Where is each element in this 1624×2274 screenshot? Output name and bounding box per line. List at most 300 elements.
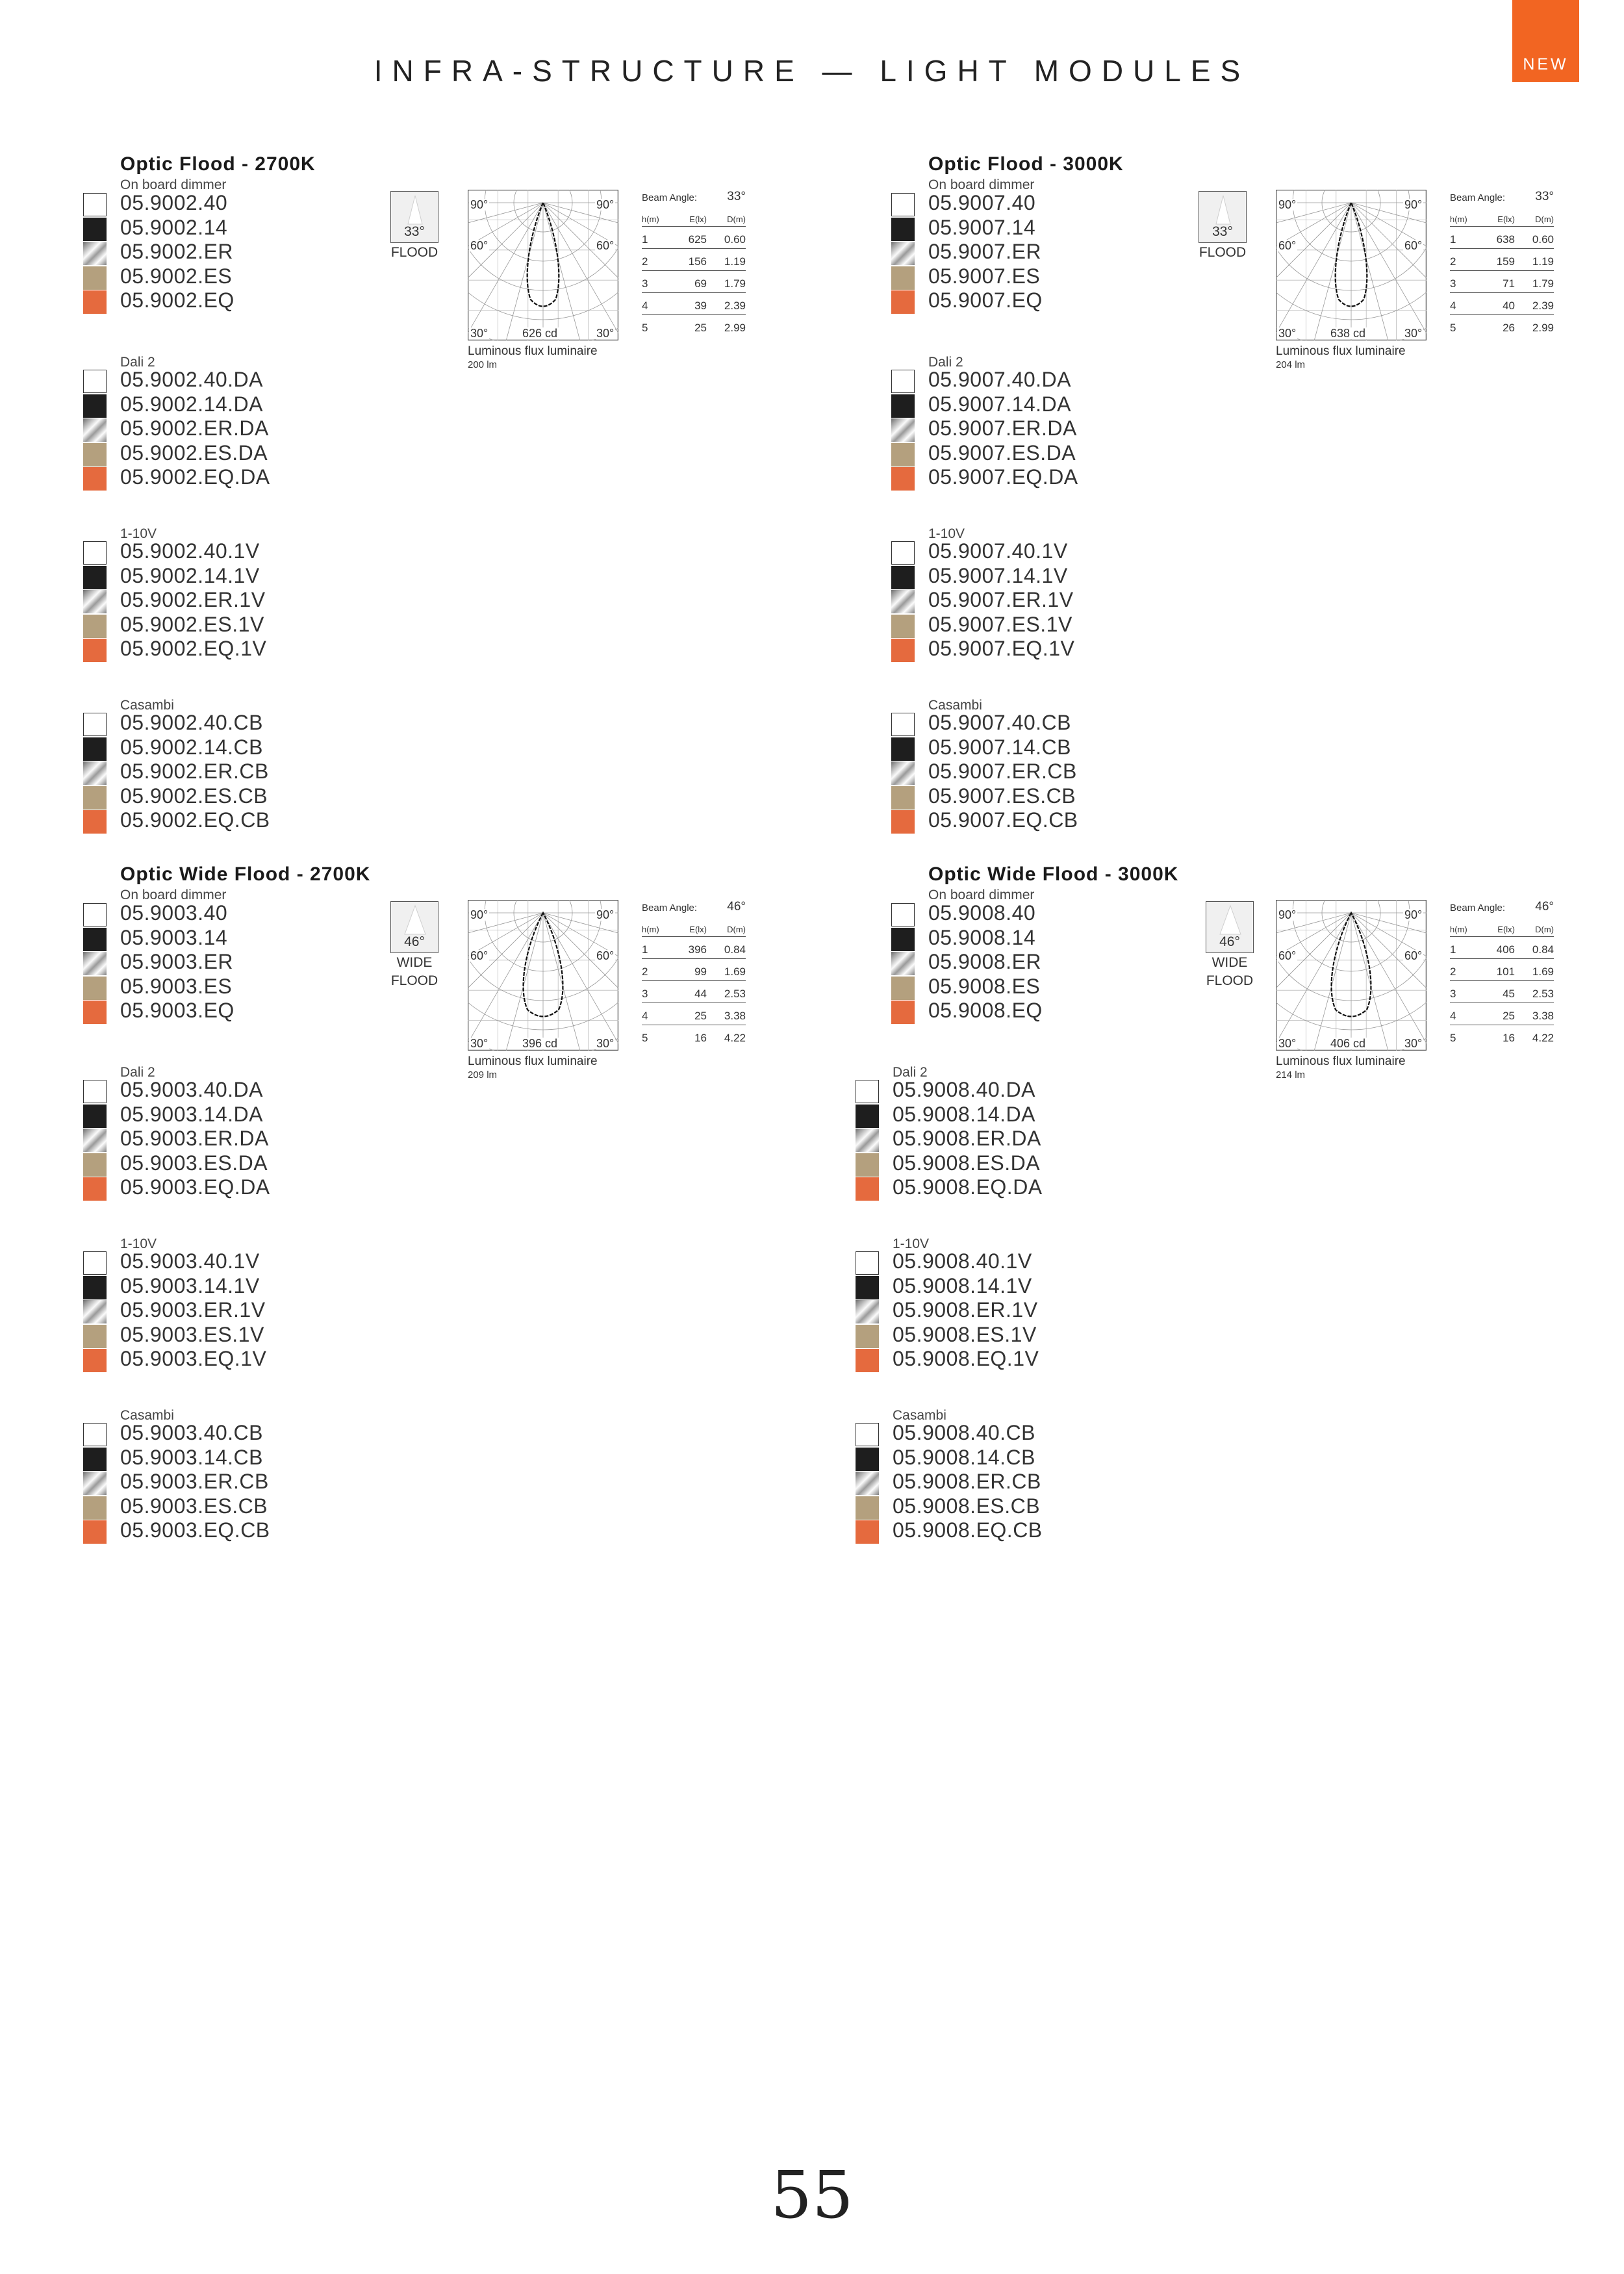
code-row (891, 613, 1151, 637)
code-row (83, 735, 343, 760)
polar-angle-label: 60° (470, 949, 488, 962)
code-row (856, 1421, 1115, 1446)
finish-swatch-sand (83, 615, 107, 638)
control-group-label: 1-10V (928, 526, 965, 541)
product-code: 05.9007.EQ.1V (928, 637, 1075, 660)
beam-angle-label: 46° (404, 934, 425, 949)
product-code: 05.9007.14.1V (928, 563, 1068, 587)
product-code: 05.9002.ER.CB (120, 760, 269, 783)
table-cell: 0.84 (1532, 943, 1554, 956)
code-row (83, 1323, 343, 1348)
product-code: 05.9007.ES (928, 264, 1041, 288)
beam-angle-label: 33° (404, 224, 425, 239)
beam-cone-icon (1199, 191, 1247, 243)
table-row (1450, 937, 1554, 959)
product-code: 05.9008.EQ.1V (893, 1347, 1039, 1370)
polar-angle-label: 30° (1404, 327, 1423, 340)
beam-table-columns (642, 207, 746, 227)
product-code: 05.9002.EQ (120, 288, 235, 312)
code-row (83, 1274, 343, 1299)
code-row (891, 288, 1151, 313)
product-code: 05.9003.EQ.1V (120, 1347, 267, 1370)
beam-name-line: FLOOD (1199, 245, 1247, 260)
code-row (83, 1127, 343, 1151)
product-code: 05.9008.EQ (928, 999, 1043, 1022)
code-row (891, 392, 1151, 417)
product-code: 05.9007.EQ (928, 288, 1043, 312)
table-cell: 44 (694, 988, 707, 1000)
luminous-flux (468, 1054, 650, 1082)
product-code: 05.9002.14 (120, 215, 228, 239)
luminous-flux (1276, 344, 1458, 372)
polar-angle-label: 90° (470, 198, 488, 211)
finish-swatch-white (83, 1251, 107, 1275)
control-group-label: 1-10V (120, 1236, 157, 1251)
code-row (891, 368, 1151, 392)
finish-swatch-orange (891, 290, 915, 314)
code-list (83, 901, 343, 1023)
code-row (83, 465, 343, 490)
product-code: 05.9007.ER (928, 240, 1042, 263)
finish-swatch-black (891, 566, 915, 589)
code-row (83, 1103, 343, 1127)
code-row (83, 901, 343, 926)
finish-swatch-chrome (856, 1300, 879, 1323)
column-header: h(m) (642, 214, 659, 224)
code-row (856, 1103, 1115, 1127)
product-code: 05.9003.ER.DA (120, 1127, 269, 1150)
code-row (83, 216, 343, 240)
table-cell: 4 (1450, 300, 1456, 312)
product-code: 05.9002.14.1V (120, 563, 260, 587)
finish-swatch-chrome (891, 952, 915, 975)
code-row (891, 416, 1151, 441)
code-row (83, 1421, 343, 1446)
code-list (891, 711, 1151, 833)
table-cell: 0.84 (724, 943, 746, 956)
code-row (891, 901, 1151, 926)
table-cell: 2.99 (724, 322, 746, 334)
finish-swatch-chrome (83, 418, 107, 442)
control-group-label: On board dimmer (928, 177, 1035, 192)
finish-swatch-orange (856, 1520, 879, 1544)
table-row (1450, 1003, 1554, 1025)
beam-angle-value: 33° (1535, 190, 1554, 203)
table-cell: 1 (642, 233, 648, 246)
finish-swatch-black (83, 566, 107, 589)
table-cell: 45 (1503, 988, 1515, 1000)
code-row (83, 564, 343, 589)
table-cell: 2 (1450, 965, 1456, 978)
control-group-label: Casambi (928, 698, 982, 713)
code-row (83, 1470, 343, 1494)
beam-name-line: FLOOD (390, 245, 438, 260)
table-cell: 3.38 (1532, 1010, 1554, 1022)
code-row (83, 784, 343, 809)
polar-diagram (468, 900, 618, 1051)
product-code: 05.9003.14 (120, 925, 228, 949)
beam-angle-caption: Beam Angle: (1450, 902, 1506, 913)
code-row (891, 808, 1151, 833)
finish-swatch-sand (891, 786, 915, 810)
product-code: 05.9007.ES.DA (928, 441, 1076, 465)
finish-swatch-black (891, 218, 915, 241)
finish-swatch-sand (83, 443, 107, 466)
code-row (891, 760, 1151, 784)
product-code: 05.9002.40.CB (120, 711, 263, 734)
polar-angle-label: 90° (1278, 908, 1297, 921)
code-row (83, 416, 343, 441)
product-code: 05.9007.ES.CB (928, 784, 1076, 808)
finish-swatch-black (83, 218, 107, 241)
table-row (642, 249, 746, 271)
product-code: 05.9003.EQ (120, 999, 235, 1022)
polar-angle-label: 90° (1404, 908, 1423, 921)
beam-table-columns (642, 917, 746, 937)
code-list (83, 1249, 343, 1372)
column-header: D(m) (1535, 925, 1554, 934)
table-row (642, 981, 746, 1003)
product-code: 05.9003.14.DA (120, 1102, 263, 1126)
table-cell: 1 (1450, 233, 1456, 246)
control-group-label: Casambi (120, 698, 174, 713)
code-list (83, 368, 343, 490)
code-row (856, 1323, 1115, 1348)
code-row (83, 1298, 343, 1323)
luminous-flux (468, 344, 650, 372)
table-cell: 2.99 (1532, 322, 1554, 334)
peak-intensity-label: 396 cd (522, 1037, 558, 1050)
control-group-label: Casambi (893, 1408, 946, 1423)
code-row (891, 441, 1151, 466)
code-row (891, 465, 1151, 490)
code-row (891, 784, 1151, 809)
table-cell: 39 (694, 300, 707, 312)
finish-swatch-black (856, 1105, 879, 1128)
beam-angle-value: 46° (1535, 900, 1554, 913)
code-row (83, 760, 343, 784)
finish-swatch-white (83, 370, 107, 393)
table-row (1450, 315, 1554, 337)
beam-angle-value: 33° (727, 190, 746, 203)
code-row (891, 926, 1151, 951)
table-row (1450, 249, 1554, 271)
product-code: 05.9007.EQ.DA (928, 465, 1078, 489)
product-code: 05.9002.ES.CB (120, 784, 268, 808)
finish-swatch-sand (83, 786, 107, 810)
table-row (642, 293, 746, 315)
control-group-label: Dali 2 (893, 1065, 928, 1080)
product-code: 05.9002.EQ.DA (120, 465, 270, 489)
code-row (856, 1494, 1115, 1519)
product-code: 05.9007.ER.DA (928, 416, 1077, 440)
finish-swatch-chrome (83, 1300, 107, 1323)
finish-swatch-sand (891, 615, 915, 638)
product-code: 05.9008.14.CB (893, 1445, 1035, 1469)
finish-swatch-orange (891, 639, 915, 662)
flux-label: Luminous flux luminaire (1276, 344, 1406, 358)
code-row (891, 191, 1151, 216)
table-row (642, 315, 746, 337)
code-row (83, 1151, 343, 1176)
flux-label: Luminous flux luminaire (468, 344, 598, 358)
product-code: 05.9003.ES.DA (120, 1151, 268, 1175)
table-cell: 71 (1503, 277, 1515, 290)
product-code: 05.9007.14 (928, 215, 1036, 239)
product-section (856, 863, 1570, 1546)
finish-swatch-sand (83, 977, 107, 1000)
finish-swatch-orange (856, 1177, 879, 1201)
product-code: 05.9003.ES.1V (120, 1322, 264, 1346)
finish-swatch-chrome (83, 761, 107, 785)
product-code: 05.9007.ER.CB (928, 760, 1077, 783)
product-code: 05.9007.40.DA (928, 368, 1071, 391)
code-row (83, 999, 343, 1023)
product-code: 05.9008.ES (928, 974, 1041, 998)
section-title: Optic Wide Flood - 2700K (120, 863, 371, 885)
polar-angle-label: 30° (470, 1037, 488, 1050)
code-row (83, 191, 343, 216)
code-row (856, 1127, 1115, 1151)
product-code: 05.9002.EQ.1V (120, 637, 267, 660)
finish-swatch-sand (856, 1325, 879, 1348)
control-group-label: Casambi (120, 1408, 174, 1423)
polar-angle-label: 60° (1278, 239, 1297, 252)
product-code: 05.9008.40 (928, 901, 1036, 925)
code-row (83, 808, 343, 833)
finish-swatch-white (891, 903, 915, 926)
product-code: 05.9002.ER.DA (120, 416, 269, 440)
finish-swatch-orange (83, 467, 107, 491)
beam-table-columns (1450, 207, 1554, 227)
code-row (83, 975, 343, 999)
beam-name-line: WIDE (396, 955, 433, 970)
column-header: E(lx) (1497, 925, 1515, 934)
table-row (1450, 227, 1554, 249)
finish-swatch-sand (83, 1325, 107, 1348)
table-cell: 638 (1496, 233, 1515, 246)
finish-swatch-white (856, 1423, 879, 1446)
product-code: 05.9008.ER (928, 950, 1042, 973)
product-section (891, 153, 1606, 836)
beam-cone-icon (390, 901, 438, 953)
section-title: Optic Wide Flood - 3000K (928, 863, 1179, 885)
finish-swatch-white (891, 370, 915, 393)
table-cell: 2 (1450, 255, 1456, 268)
code-row (891, 264, 1151, 289)
code-list (83, 1078, 343, 1200)
beam-icon (388, 901, 440, 988)
finish-swatch-black (856, 1448, 879, 1471)
finish-swatch-orange (83, 810, 107, 834)
finish-swatch-white (83, 903, 107, 926)
finish-swatch-white (83, 541, 107, 565)
finish-swatch-white (856, 1251, 879, 1275)
table-cell: 1.69 (724, 965, 746, 978)
table-cell: 0.60 (724, 233, 746, 246)
code-list (856, 1078, 1115, 1200)
code-row (891, 637, 1151, 661)
finish-swatch-orange (83, 639, 107, 662)
table-cell: 5 (642, 1032, 648, 1044)
table-cell: 3 (1450, 277, 1456, 290)
beam-table-header (1450, 190, 1554, 207)
table-cell: 25 (1503, 1010, 1515, 1022)
table-cell: 25 (694, 1010, 707, 1022)
table-row (642, 227, 746, 249)
code-list (856, 1421, 1115, 1543)
table-cell: 4 (642, 300, 648, 312)
finish-swatch-black (83, 1448, 107, 1471)
code-list (891, 539, 1151, 661)
product-code: 05.9003.40.DA (120, 1078, 263, 1101)
finish-swatch-orange (856, 1349, 879, 1372)
table-row (642, 1003, 746, 1025)
polar-diagram (1276, 900, 1427, 1051)
product-code: 05.9007.ER.1V (928, 588, 1074, 611)
table-row (1450, 293, 1554, 315)
beam-table (642, 190, 746, 337)
column-header: h(m) (1450, 214, 1467, 224)
polar-angle-label: 30° (1278, 327, 1297, 340)
table-cell: 3 (642, 988, 648, 1000)
code-list (856, 1249, 1115, 1372)
finish-swatch-black (891, 928, 915, 951)
table-row (1450, 959, 1554, 981)
code-row (83, 1078, 343, 1103)
product-code: 05.9008.ER.1V (893, 1298, 1038, 1322)
product-code: 05.9008.14.DA (893, 1102, 1035, 1126)
new-badge: NEW (1512, 0, 1579, 82)
finish-swatch-sand (83, 1496, 107, 1520)
section-title: Optic Flood - 3000K (928, 153, 1124, 175)
finish-swatch-chrome (891, 590, 915, 613)
finish-swatch-orange (83, 1520, 107, 1544)
product-code: 05.9003.40.CB (120, 1421, 263, 1444)
table-cell: 3 (642, 277, 648, 290)
product-code: 05.9003.40 (120, 901, 228, 925)
table-cell: 2.39 (724, 300, 746, 312)
product-code: 05.9008.ES.1V (893, 1322, 1037, 1346)
code-row (83, 368, 343, 392)
table-row (1450, 271, 1554, 293)
product-code: 05.9008.EQ.DA (893, 1175, 1043, 1199)
code-row (83, 392, 343, 417)
finish-swatch-black (83, 1276, 107, 1299)
beam-name-line: FLOOD (1206, 973, 1254, 988)
code-row (83, 1175, 343, 1200)
product-code: 05.9008.14.1V (893, 1273, 1032, 1297)
table-cell: 1.19 (724, 255, 746, 268)
code-row (83, 588, 343, 613)
finish-swatch-white (856, 1080, 879, 1103)
code-row (856, 1347, 1115, 1372)
beam-name-line: WIDE (1212, 955, 1248, 970)
code-list (891, 191, 1151, 313)
peak-intensity-label: 626 cd (522, 327, 558, 340)
beam-angle-caption: Beam Angle: (642, 902, 698, 913)
polar-angle-label: 60° (596, 949, 615, 962)
polar-angle-label: 90° (596, 198, 615, 211)
finish-swatch-black (83, 394, 107, 418)
product-code: 05.9002.40.DA (120, 368, 263, 391)
finish-swatch-white (891, 193, 915, 216)
finish-swatch-white (83, 1423, 107, 1446)
flux-value: 204 lm (1276, 359, 1306, 370)
table-cell: 4.22 (724, 1032, 746, 1044)
code-row (83, 950, 343, 975)
code-row (891, 216, 1151, 240)
code-row (891, 950, 1151, 975)
control-group-label: Dali 2 (928, 355, 963, 370)
finish-swatch-orange (83, 1177, 107, 1201)
product-code: 05.9003.ER.1V (120, 1298, 266, 1322)
code-row (891, 735, 1151, 760)
table-cell: 16 (1503, 1032, 1515, 1044)
table-cell: 1.19 (1532, 255, 1554, 268)
code-list (891, 368, 1151, 490)
finish-swatch-black (83, 928, 107, 951)
code-row (83, 264, 343, 289)
column-header: E(lx) (1497, 214, 1515, 224)
table-cell: 3.38 (724, 1010, 746, 1022)
polar-angle-label: 90° (1278, 198, 1297, 211)
code-row (83, 441, 343, 466)
finish-swatch-chrome (83, 952, 107, 975)
beam-table-header (1450, 900, 1554, 917)
finish-swatch-orange (891, 1001, 915, 1024)
code-row (891, 975, 1151, 999)
code-row (83, 539, 343, 564)
polar-angle-label: 60° (470, 239, 488, 252)
product-code: 05.9007.40 (928, 191, 1036, 214)
beam-icon (1197, 191, 1249, 269)
code-row (856, 1249, 1115, 1274)
product-code: 05.9002.EQ.CB (120, 808, 270, 832)
product-section (83, 863, 798, 1546)
product-code: 05.9003.EQ.DA (120, 1175, 270, 1199)
product-section (83, 153, 798, 836)
flux-label: Luminous flux luminaire (468, 1054, 598, 1068)
code-row (891, 711, 1151, 735)
code-row (891, 539, 1151, 564)
finish-swatch-sand (891, 977, 915, 1000)
product-code: 05.9003.ER.CB (120, 1470, 269, 1493)
finish-swatch-chrome (83, 1129, 107, 1152)
product-code: 05.9008.40.CB (893, 1421, 1035, 1444)
finish-swatch-sand (891, 266, 915, 290)
finish-swatch-chrome (856, 1472, 879, 1495)
finish-swatch-chrome (891, 418, 915, 442)
table-cell: 406 (1496, 943, 1515, 956)
table-cell: 4.22 (1532, 1032, 1554, 1044)
product-code: 05.9007.40.1V (928, 539, 1068, 563)
beam-table-header (642, 190, 746, 207)
code-row (83, 637, 343, 661)
beam-icon (388, 191, 440, 269)
table-cell: 26 (1503, 322, 1515, 334)
table-cell: 2.53 (1532, 988, 1554, 1000)
column-header: E(lx) (689, 925, 707, 934)
finish-swatch-black (856, 1276, 879, 1299)
code-row (891, 588, 1151, 613)
product-code: 05.9003.EQ.CB (120, 1518, 270, 1542)
code-row (891, 240, 1151, 264)
code-row (891, 564, 1151, 589)
beam-icon (1204, 901, 1256, 988)
table-row (642, 959, 746, 981)
product-code: 05.9008.ER.CB (893, 1470, 1041, 1493)
